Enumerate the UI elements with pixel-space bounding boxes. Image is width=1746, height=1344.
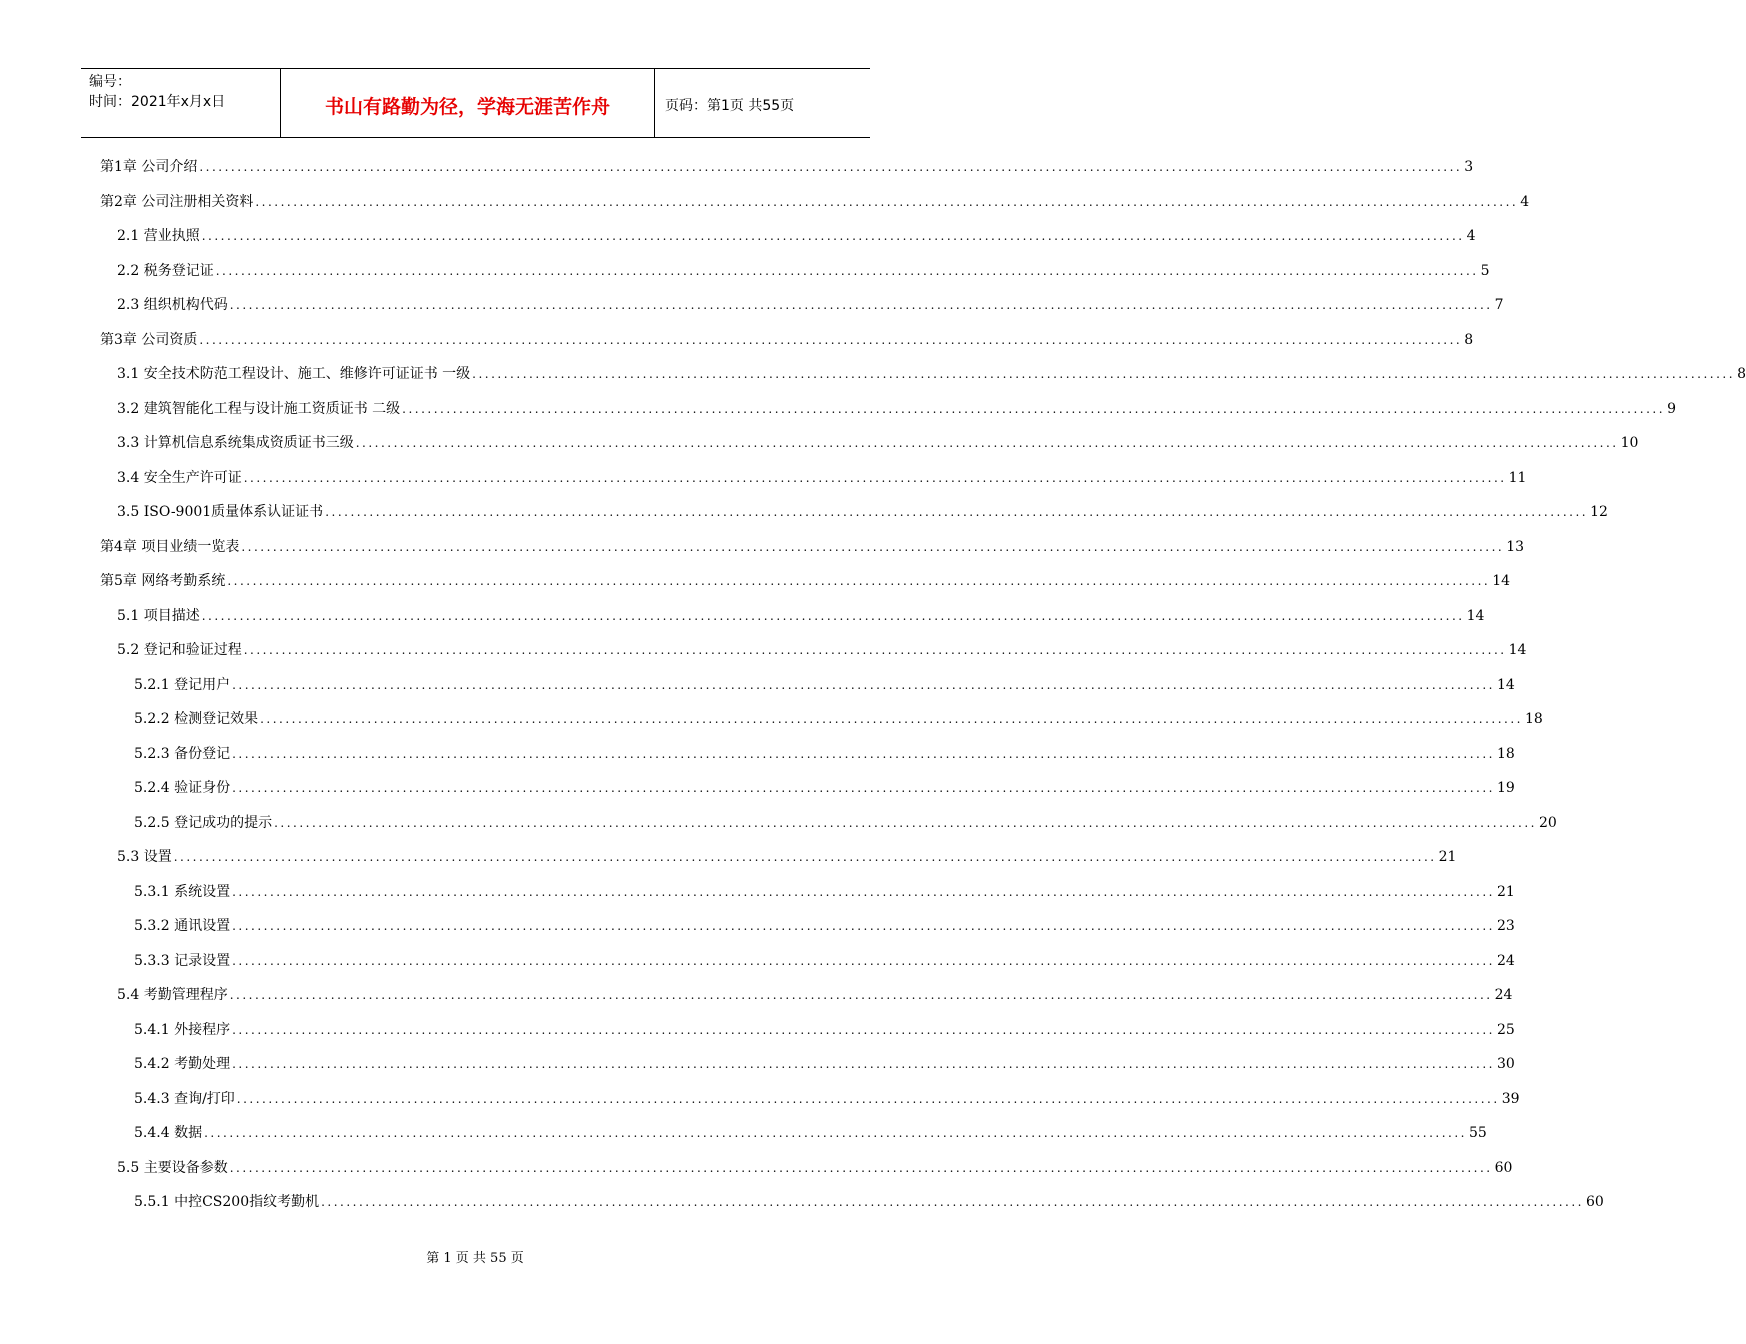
- header-meta-cell: [81, 69, 281, 137]
- toc-entry-page: 11: [1508, 469, 1527, 486]
- time-label: 时间：2021年x月x日: [89, 94, 226, 110]
- toc-entry[interactable]: [117, 259, 1490, 281]
- toc-entry-page: 18: [1524, 711, 1543, 727]
- toc-entry-title: 5.2.1 登记用户: [134, 676, 231, 693]
- toc-entry-title: 5.2.5 登记成功的提示: [134, 814, 273, 831]
- toc-entry-page: 19: [1496, 780, 1515, 796]
- toc-entry-page: 23: [1496, 918, 1515, 934]
- toc-entry-title: 5.3.2 通讯设置: [134, 918, 231, 934]
- toc-entry-title: 5.3.3 记录设置: [134, 952, 231, 969]
- toc-entry-page: 4: [1466, 228, 1476, 244]
- toc-leader-dots: ........................................................................................................................................................................................................: [232, 1057, 1495, 1071]
- toc-leader-dots: ........................................................................................................................................................................................................: [232, 781, 1495, 795]
- toc-entry-title: 第1章 公司介绍: [100, 159, 198, 175]
- toc-entry-title: 5.4.1 外接程序: [134, 1021, 231, 1038]
- toc-entry-title: 5.2.2 检测登记效果: [134, 711, 259, 727]
- toc-entry[interactable]: [117, 397, 1676, 419]
- page-header: [81, 68, 870, 138]
- toc-entry-title: 第2章 公司注册相关资料: [100, 193, 254, 210]
- toc-entry[interactable]: [134, 949, 1515, 971]
- toc-entry-title: 5.2.3 备份登记: [134, 745, 231, 762]
- toc-entry[interactable]: [134, 707, 1543, 729]
- toc-entry-page: 55: [1468, 1125, 1487, 1141]
- toc-entry-page: 9: [1667, 400, 1676, 417]
- page-footer: 第 1 页 共 55 页: [426, 1251, 524, 1266]
- toc-entry[interactable]: [134, 1052, 1515, 1074]
- toc-leader-dots: ........................................................................................................................................................................................................: [243, 470, 1507, 485]
- toc-leader-dots: ........................................................................................................................................................................................................: [321, 1195, 1584, 1209]
- toc-entry-title: 3.2 建筑智能化工程与设计施工资质证书 二级: [117, 400, 401, 417]
- toc-leader-dots: ........................................................................................................................................................................................................: [215, 263, 1479, 278]
- toc-entry[interactable]: [117, 604, 1485, 626]
- toc-entry[interactable]: [117, 293, 1504, 315]
- toc-entry-page: 21: [1438, 849, 1457, 865]
- toc-leader-dots: ........................................................................................................................................................................................................: [232, 746, 1495, 761]
- toc-entry-page: 14: [1492, 573, 1511, 589]
- toc-leader-dots: ........................................................................................................................................................................................................: [236, 1091, 1500, 1106]
- toc-entry-page: 39: [1501, 1090, 1520, 1107]
- toc-entry-page: 5: [1480, 262, 1490, 279]
- toc-entry[interactable]: [100, 190, 1530, 212]
- toc-entry-title: 2.2 税务登记证: [117, 262, 214, 279]
- toc-entry[interactable]: [117, 845, 1457, 867]
- toc-entry[interactable]: [100, 535, 1525, 557]
- toc-entry-page: 24: [1496, 952, 1515, 969]
- toc-entry-title: 5.1 项目描述: [117, 607, 200, 624]
- toc-entry[interactable]: [117, 983, 1513, 1005]
- toc-entry[interactable]: [134, 914, 1515, 936]
- toc-entry-page: 8: [1737, 366, 1746, 382]
- toc-entry-page: 14: [1508, 642, 1527, 658]
- toc-leader-dots: ........................................................................................................................................................................................................: [260, 712, 1523, 726]
- toc-leader-dots: ........................................................................................................................................................................................................: [232, 953, 1495, 968]
- toc-entry[interactable]: [134, 776, 1515, 798]
- toc-entry-page: 8: [1464, 331, 1474, 348]
- toc-entry[interactable]: [134, 880, 1515, 902]
- toc-entry[interactable]: [134, 1018, 1515, 1040]
- toc-entry[interactable]: [117, 431, 1639, 453]
- toc-entry-title: 5.2.4 验证身份: [134, 780, 231, 796]
- toc-entry-title: 3.1 安全技术防范工程设计、施工、维修许可证证书 一级: [117, 366, 471, 382]
- toc-entry-title: 第5章 网络考勤系统: [100, 573, 226, 589]
- toc-leader-dots: ........................................................................................................................................................................................................: [355, 436, 1619, 450]
- toc-entry[interactable]: [100, 569, 1511, 591]
- toc-leader-dots: ........................................................................................................................................................................................................: [325, 505, 1589, 519]
- toc-entry-title: 5.5 主要设备参数: [117, 1159, 228, 1176]
- toc-entry[interactable]: [117, 224, 1476, 246]
- toc-entry-page: 14: [1466, 607, 1485, 624]
- toc-entry-page: 3: [1464, 159, 1474, 175]
- toc-leader-dots: ........................................................................................................................................................................................................: [229, 298, 1493, 312]
- toc-entry-page: 10: [1620, 435, 1639, 451]
- toc-entry-page: 14: [1496, 676, 1515, 693]
- toc-entry[interactable]: [100, 328, 1474, 350]
- toc-entry-title: 5.4.2 考勤处理: [134, 1056, 231, 1072]
- toc-leader-dots: ........................................................................................................................................................................................................: [201, 608, 1465, 623]
- toc-leader-dots: ........................................................................................................................................................................................................: [199, 332, 1463, 347]
- toc-leader-dots: ........................................................................................................................................................................................................: [232, 919, 1495, 933]
- toc-leader-dots: ........................................................................................................................................................................................................: [204, 1126, 1467, 1140]
- toc-entry[interactable]: [134, 1190, 1604, 1212]
- toc-entry-page: 60: [1494, 1159, 1513, 1176]
- toc-entry-page: 30: [1496, 1056, 1515, 1072]
- toc-entry-title: 5.2 登记和验证过程: [117, 642, 242, 658]
- toc-entry-page: 24: [1494, 987, 1513, 1003]
- toc-entry-title: 2.3 组织机构代码: [117, 297, 228, 313]
- toc-entry-title: 5.3 设置: [117, 849, 172, 865]
- toc-entry-page: 7: [1494, 297, 1504, 313]
- toc-entry-page: 60: [1586, 1194, 1604, 1210]
- header-page-info: 页码：第1页 共55页: [665, 98, 795, 114]
- toc-entry-page: 12: [1590, 504, 1608, 520]
- toc-entry-title: 2.1 营业执照: [117, 228, 200, 244]
- toc-leader-dots: ........................................................................................................................................................................................................: [274, 815, 1537, 830]
- toc-entry-title: 第3章 公司资质: [100, 331, 198, 348]
- toc-entry-title: 5.5.1 中控CS200指纹考勤机: [134, 1194, 320, 1210]
- toc-leader-dots: ........................................................................................................................................................................................................: [255, 194, 1519, 209]
- toc-leader-dots: ........................................................................................................................................................................................................: [241, 539, 1505, 554]
- toc-leader-dots: ........................................................................................................................................................................................................: [227, 574, 1491, 588]
- toc-entry-title: 3.3 计算机信息系统集成资质证书三级: [117, 435, 354, 451]
- toc-leader-dots: ........................................................................................................................................................................................................: [232, 677, 1495, 692]
- toc-entry-page: 21: [1496, 883, 1515, 900]
- toc-leader-dots: ........................................................................................................................................................................................................: [402, 401, 1666, 416]
- toc-leader-dots: ........................................................................................................................................................................................................: [201, 229, 1465, 243]
- toc-entry[interactable]: [134, 1121, 1487, 1143]
- toc-entry[interactable]: [117, 1156, 1513, 1178]
- toc-entry-title: 5.3.1 系统设置: [134, 883, 231, 900]
- toc-leader-dots: ........................................................................................................................................................................................................: [243, 643, 1507, 657]
- header-slogan: 书山有路勤为径，学海无涯苦作舟: [281, 69, 655, 137]
- toc-entry-page: 20: [1538, 814, 1557, 831]
- toc-entry-page: 13: [1506, 538, 1525, 555]
- toc-entry[interactable]: [134, 673, 1515, 695]
- toc-leader-dots: ........................................................................................................................................................................................................: [232, 884, 1495, 899]
- toc-entry[interactable]: [100, 155, 1474, 177]
- toc-entry[interactable]: [134, 811, 1557, 833]
- toc-entry[interactable]: [134, 1087, 1520, 1109]
- toc-leader-dots: ........................................................................................................................................................................................................: [229, 1160, 1493, 1175]
- toc-entry-page: 4: [1520, 193, 1530, 210]
- toc-entry-title: 3.4 安全生产许可证: [117, 469, 242, 486]
- toc-entry-title: 第4章 项目业绩一览表: [100, 538, 240, 555]
- toc-entry-title: 5.4 考勤管理程序: [117, 987, 228, 1003]
- number-label: 编号：: [89, 74, 131, 90]
- toc-entry[interactable]: [117, 362, 1746, 384]
- toc-leader-dots: ........................................................................................................................................................................................................: [173, 850, 1437, 864]
- toc-entry-page: 18: [1496, 745, 1515, 762]
- toc-entry-title: 3.5 ISO-9001质量体系认证证书: [117, 504, 324, 520]
- toc-leader-dots: ........................................................................................................................................................................................................: [229, 988, 1493, 1002]
- toc-leader-dots: ........................................................................................................................................................................................................: [472, 367, 1736, 381]
- toc-entry[interactable]: [134, 742, 1515, 764]
- toc-leader-dots: ........................................................................................................................................................................................................: [199, 160, 1463, 174]
- toc-entry-title: 5.4.3 查询/打印: [134, 1090, 235, 1107]
- toc-entry[interactable]: [117, 638, 1527, 660]
- toc-entry[interactable]: [117, 500, 1608, 522]
- toc-entry-page: 25: [1496, 1021, 1515, 1038]
- toc-entry[interactable]: [117, 466, 1527, 488]
- toc-entry-title: 5.4.4 数据: [134, 1125, 203, 1141]
- toc-leader-dots: ........................................................................................................................................................................................................: [232, 1022, 1495, 1037]
